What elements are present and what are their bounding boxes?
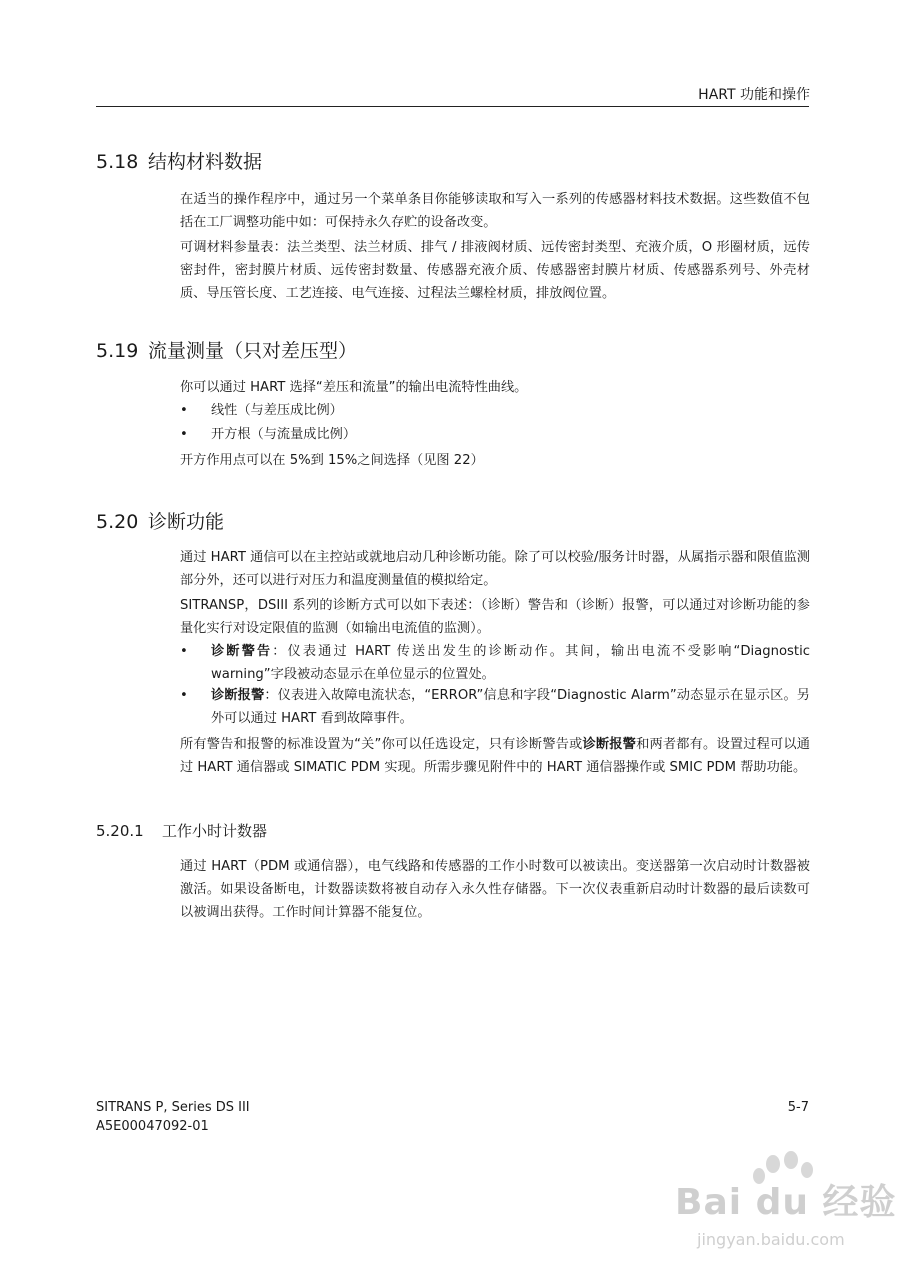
watermark-url: jingyan.baidu.com <box>697 1230 845 1249</box>
section-5-18-heading <box>96 147 262 174</box>
section-number: 5.20 <box>96 511 139 533</box>
list-item-text: 开方根（与流量成比例） <box>211 427 357 442</box>
text-run: 和两者都有。设置过程可以通过 HART 通信器或 SIMATIC PDM 实现。所需步骤见附件中的 HART 通信器操作或 SMIC PDM 帮助功能。 <box>180 737 810 775</box>
paragraph: 在适当的操作程序中，通过另一个菜单条目你能够读取和写入一系列的传感器材料技术数据。这些数值不包括在工厂调整功能中如：可保持永久存贮的设备改变。 <box>180 192 810 230</box>
term-label: 诊断警告 <box>211 644 273 659</box>
section-5-19-heading <box>96 336 357 363</box>
paragraph: 通过 HART 通信可以在主控站或就地启动几种诊断功能。除了可以校验/服务计时器，从属指示器和限值监测部分外，还可以进行对压力和温度测量值的模拟给定。 <box>180 550 810 588</box>
term-text: ：仪表进入故障电流状态，“ERROR”信息和字段“Diagnostic Alarm”动态显示在显示区。另外可以通过 HART 看到故障事件。 <box>211 688 810 726</box>
term-label: 诊断报警 <box>211 688 265 703</box>
paragraph: 开方作用点可以在 5%到 15%之间选择（见图 22） <box>180 453 484 468</box>
running-header: HART 功能和操作 <box>698 87 810 103</box>
bullet-icon: • <box>180 427 188 442</box>
list-item <box>180 399 810 422</box>
list-item <box>180 423 810 446</box>
list-item <box>180 640 810 686</box>
list-item-text <box>211 684 810 730</box>
footer-product: SITRANS P, Series DS III <box>96 1100 250 1115</box>
footer-doc-id: A5E00047092-01 <box>96 1119 209 1134</box>
term-text: ：仪表通过 HART 传送出发生的诊断动作。其间，输出电流不受影响“Diagnostic warning”字段被动态显示在单位显示的位置处。 <box>211 644 810 682</box>
watermark <box>675 1150 897 1260</box>
watermark-brand: Bai du 经验 <box>675 1182 897 1223</box>
header-rule <box>96 106 809 107</box>
list-item <box>180 684 810 730</box>
paragraph: SITRANSP，DSIII 系列的诊断方式可以如下表述：（诊断）警告和（诊断）报警，可以通过对诊断功能的参量化实行对设定限值的监测（如输出电流值的监测）。 <box>180 598 810 636</box>
section-5-20-heading <box>96 507 224 534</box>
section-number: 5.18 <box>96 151 139 173</box>
paragraph: 可调材料参量表：法兰类型、法兰材质、排气 / 排液阀材质、远传密封类型、充液介质，O 形圈材质，远传密封件，密封膜片材质、远传密封数量、传感器充液介质、传感器密封膜片材质、传感器系列号、外壳材质、导压管长度、工艺连接、电气连接、过程法兰螺栓材质，排放阀位置。 <box>180 240 810 301</box>
text-run: 所有警告和报警的标准设置为“关”你可以任选设定，只有诊断警告或 <box>180 737 583 752</box>
paragraph: 通过 HART（PDM 或通信器），电气线路和传感器的工作小时数可以被读出。变送器第一次启动时计数器被激活。如果设备断电，计数器读数将被自动存入永久性存储器。下一次仪表重新启动时计数器的最后读数可以被调出获得。工作时间计算器不能复位。 <box>180 859 810 920</box>
list-item-text <box>211 640 810 686</box>
footer-left <box>96 1098 250 1136</box>
list-item-text: 线性（与差压成比例） <box>211 403 343 418</box>
section-title: 工作小时计数器 <box>162 822 268 840</box>
bullet-icon: • <box>180 644 188 659</box>
text-run-bold: 诊断报警 <box>582 737 637 752</box>
section-title: 流量测量（只对差压型） <box>148 340 358 362</box>
section-number: 5.19 <box>96 340 139 362</box>
page-number: 5-7 <box>787 1100 809 1115</box>
section-title: 诊断功能 <box>148 511 225 533</box>
paragraph <box>180 733 810 779</box>
section-title: 结构材料数据 <box>148 151 263 173</box>
paragraph: 你可以通过 HART 选择“差压和流量”的输出电流特性曲线。 <box>180 380 528 395</box>
bullet-icon: • <box>180 688 188 703</box>
bullet-icon: • <box>180 403 188 418</box>
section-number: 5.20.1 <box>96 822 144 840</box>
section-5-20-1-heading <box>96 820 267 841</box>
